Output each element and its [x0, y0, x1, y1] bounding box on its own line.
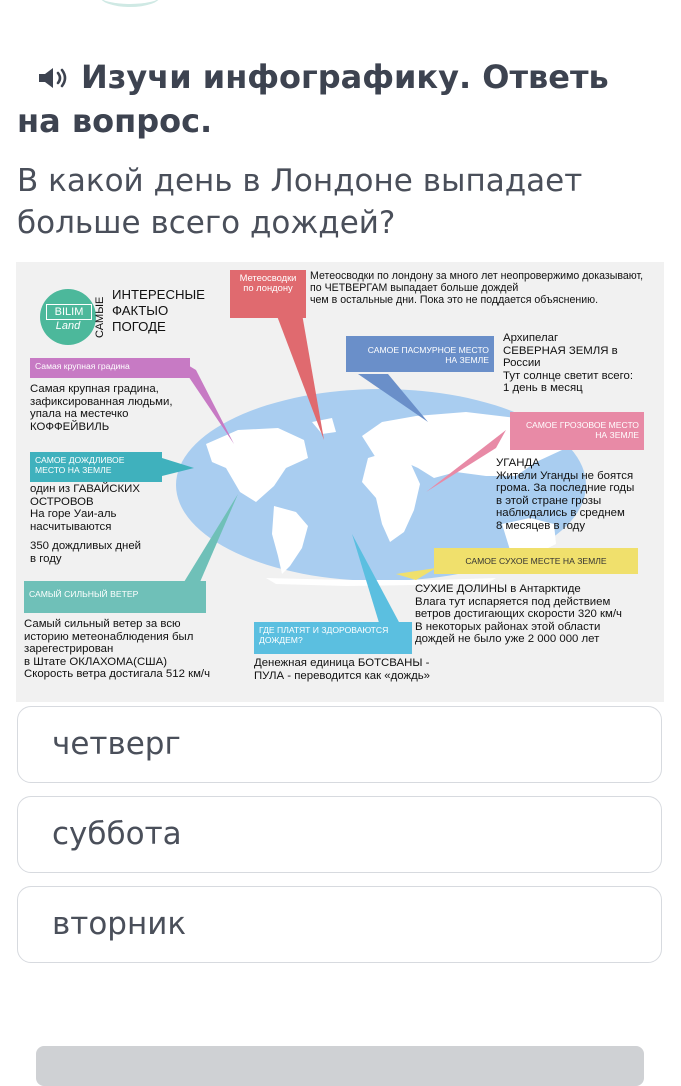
- answer-option[interactable]: [17, 796, 662, 873]
- answer-option[interactable]: [17, 706, 662, 783]
- rainy-text: один из ГАВАЙСКИХ ОСТРОВОВ На горе Уаи-аль насчитываются: [30, 483, 140, 533]
- cloudy-text: Архипелаг СЕВЕРНАЯ ЗЕМЛЯ в России Тут солнце светит всего: 1 день в месяц: [503, 332, 634, 394]
- submit-button[interactable]: [36, 1046, 644, 1086]
- brand-logo-line2: Land: [55, 320, 81, 332]
- dry-text: СУХИЕ ДОЛИНЫ в Антарктиде Влага тут испаряется под действием ветров достигающих скорости 320 км/ч В некоторых районах этой области дождей не было уже 2 000 000 лет: [415, 583, 622, 645]
- pay-text: Денежная единица БОТСВАНЫ - ПУЛА - переводится как «дождь»: [254, 657, 430, 682]
- cloudy-label: САМОЕ ПАСМУРНОЕ МЕСТО НА ЗЕМЛЕ: [346, 336, 494, 372]
- dry-label: САМОЕ СУХОЕ МЕСТЕ НА ЗЕМЛЕ: [434, 548, 638, 574]
- wind-label: САМЫЙ СИЛЬНЫЙ ВЕТЕР: [24, 581, 206, 613]
- brand-title: ИНТЕРЕСНЫЕ ФАКТЫО ПОГОДЕ: [112, 287, 205, 334]
- answer-option-label: четверг: [52, 726, 181, 762]
- brand-logo-line1: BILIM: [46, 304, 92, 320]
- rainy-label: САМОЕ ДОЖДЛИВОЕ МЕСТО НА ЗЕМЛЕ: [30, 452, 162, 482]
- answer-option-label: вторник: [52, 906, 187, 942]
- london-text: Метеосводки по лондону за много лет неопровержимо доказывают, по ЧЕТВЕРГАМ выпадает больше дождей чем в остальные дни. Пока это не поддается объяснению.: [310, 270, 644, 306]
- brand-vertical-text: САМЫЕ: [94, 296, 106, 338]
- infographic-image: [16, 262, 664, 702]
- task-title: [17, 56, 657, 142]
- wind-text: Самый сильный ветер за всю историю метеонаблюдения был зарегестрирован в Штате ОКЛАХОМА(США) Скорость ветра достигала 512 км/ч: [24, 618, 211, 680]
- storm-label: САМОЕ ГРОЗОВОЕ МЕСТО НА ЗЕМЛЕ: [510, 412, 644, 450]
- task-header: [17, 56, 657, 142]
- question-text: В какой день в Лондоне выпадает больше всего дождей?: [17, 163, 583, 241]
- pay-label: ГДЕ ПЛАТЯТ И ЗДОРОВАЮТСЯ ДОЖДЕМ?: [254, 622, 412, 654]
- answer-option[interactable]: [17, 886, 662, 963]
- task-title-text: Изучи инфографику. Ответь на вопрос.: [17, 58, 609, 140]
- speaker-icon[interactable]: [37, 58, 81, 100]
- answer-option-label: суббота: [52, 816, 182, 852]
- hail-label: Самая крупная градина: [30, 358, 190, 378]
- london-label: Метеосводки по лондону: [230, 270, 306, 318]
- brand-logo: [40, 289, 96, 345]
- rainy-days: 350 дождливых дней в году: [30, 540, 142, 565]
- hail-text: Самая крупная градина, зафиксированная людьми, упала на местечко КОФФЕЙВИЛЬ: [30, 383, 173, 433]
- top-decoration: [100, 0, 160, 7]
- storm-text: УГАНДА Жители Уганды не боятся грома. За последние годы в этой стране грозы наблюдались в среднем 8 месяцев в году: [496, 457, 635, 532]
